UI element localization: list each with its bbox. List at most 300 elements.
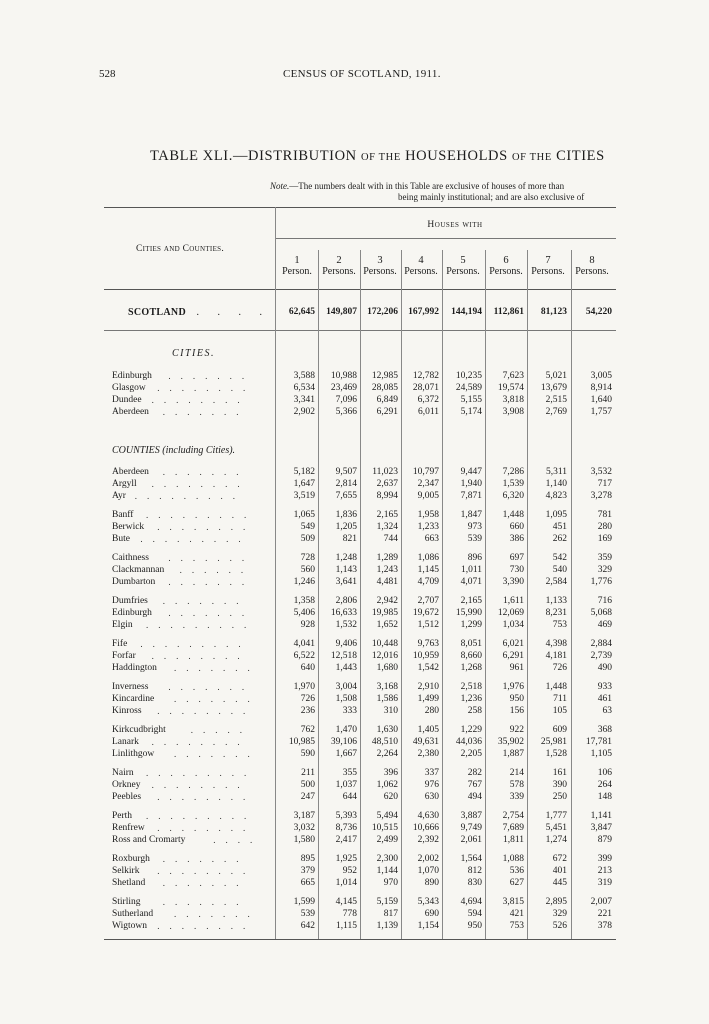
cell-col-3: 1,289 — [376, 553, 398, 563]
cell-col-8: 17,781 — [585, 737, 612, 747]
cell-col-8: 169 — [597, 534, 612, 544]
cell-col-2: 7,655 — [335, 491, 357, 501]
cell-col-2: 2,806 — [335, 596, 357, 606]
leader-dots: ....... — [162, 897, 249, 907]
row-name: Forfar — [112, 651, 136, 661]
cell-col-3: 1,680 — [376, 663, 398, 673]
column-label-3: Persons. — [363, 266, 397, 277]
cell-col-1: 3,341 — [293, 395, 315, 405]
cell-col-3: 2,165 — [376, 510, 398, 520]
cell-col-2: 12,518 — [330, 651, 357, 661]
cell-col-4: 690 — [424, 909, 439, 919]
leader-dots: ........ — [151, 395, 250, 405]
row-name: Dundee — [112, 395, 142, 405]
cell-col-4: 5,343 — [417, 897, 439, 907]
cell-col-4: 19,672 — [412, 608, 439, 618]
cell-col-7: 1,274 — [545, 835, 567, 845]
cell-col-8: 63 — [602, 706, 612, 716]
cell-col-3: 970 — [383, 878, 398, 888]
row-name: Glasgow — [112, 383, 146, 393]
cell-col-8: 368 — [597, 725, 612, 735]
cell-col-5: 9,749 — [460, 823, 482, 833]
cell-col-4: 2,707 — [417, 596, 439, 606]
cell-col-7: 81,123 — [540, 307, 567, 317]
cell-col-6: 753 — [509, 921, 524, 931]
cell-col-4: 1,086 — [417, 553, 439, 563]
cell-col-5: 9,447 — [460, 467, 482, 477]
row-name: Stirling — [112, 897, 141, 907]
row-name: Berwick — [112, 522, 145, 532]
cell-col-4: 2,392 — [417, 835, 439, 845]
cell-col-8: 148 — [597, 792, 612, 802]
cell-col-2: 3,004 — [335, 682, 357, 692]
cell-col-2: 3,641 — [335, 577, 357, 587]
cell-col-5: 4,694 — [460, 897, 482, 907]
cell-col-3: 1,139 — [376, 921, 398, 931]
cell-col-2: 149,807 — [326, 307, 357, 317]
cell-col-6: 961 — [509, 663, 524, 673]
row-name: Kinross — [112, 706, 142, 716]
cell-col-6: 12,069 — [497, 608, 524, 618]
cell-col-1: 3,032 — [293, 823, 315, 833]
counties-heading: COUNTIES (including Cities). — [112, 445, 236, 456]
cell-col-7: 2,769 — [545, 407, 567, 417]
cell-col-3: 1,144 — [376, 866, 398, 876]
cell-col-8: 3,532 — [590, 467, 612, 477]
cell-col-2: 5,366 — [335, 407, 357, 417]
cell-col-7: 672 — [552, 854, 567, 864]
cell-col-6: 7,286 — [502, 467, 524, 477]
cell-col-6: 7,689 — [502, 823, 524, 833]
row-name: Argyll — [112, 479, 137, 489]
leader-dots: ..... — [190, 725, 253, 735]
cell-col-7: 526 — [552, 921, 567, 931]
cell-col-7: 250 — [552, 792, 567, 802]
leader-dots: ........ — [157, 921, 256, 931]
column-number-1: 1 — [294, 255, 300, 266]
houses-with-header: Houses with — [427, 220, 483, 230]
cell-col-8: 461 — [597, 694, 612, 704]
cell-col-3: 5,494 — [376, 811, 398, 821]
cell-col-5: 812 — [467, 866, 482, 876]
cell-col-1: 1,970 — [293, 682, 315, 692]
cell-col-2: 1,470 — [335, 725, 357, 735]
row-name: Aberdeen — [112, 407, 149, 417]
cell-col-5: 1,236 — [460, 694, 482, 704]
cell-col-6: 421 — [509, 909, 524, 919]
scotland-name: SCOTLAND — [128, 307, 186, 318]
cell-col-6: 214 — [509, 768, 524, 778]
cell-col-6: 6,320 — [502, 491, 524, 501]
leader-dots: ....... — [168, 577, 255, 587]
cell-col-2: 644 — [342, 792, 357, 802]
table-bottom-rule — [104, 939, 616, 940]
cell-col-1: 726 — [300, 694, 315, 704]
cell-col-1: 10,985 — [288, 737, 315, 747]
cell-col-4: 2,002 — [417, 854, 439, 864]
cell-col-8: 329 — [597, 565, 612, 575]
cell-col-7: 5,311 — [545, 467, 567, 477]
leader-dots: ......... — [146, 620, 257, 630]
cell-col-8: 221 — [597, 909, 612, 919]
cell-col-3: 2,264 — [376, 749, 398, 759]
cell-col-5: 767 — [467, 780, 482, 790]
cell-col-5: 1,229 — [460, 725, 482, 735]
cell-col-2: 1,248 — [335, 553, 357, 563]
leader-dots: ...... — [179, 565, 254, 575]
column-number-3: 3 — [377, 255, 383, 266]
cell-col-4: 1,070 — [417, 866, 439, 876]
row-name: Inverness — [112, 682, 149, 692]
cell-col-8: 264 — [597, 780, 612, 790]
leader-dots: ........ — [151, 651, 250, 661]
note-line-1 — [270, 181, 564, 191]
cell-col-4: 1,405 — [417, 725, 439, 735]
row-name: Edinburgh — [112, 608, 152, 618]
cell-col-3: 12,016 — [371, 651, 398, 661]
cell-col-4: 663 — [424, 534, 439, 544]
column-label-4: Persons. — [404, 266, 438, 277]
cell-col-5: 1,268 — [460, 663, 482, 673]
cell-col-8: 359 — [597, 553, 612, 563]
cell-col-5: 10,235 — [455, 371, 482, 381]
row-name: Fife — [112, 639, 128, 649]
cell-col-7: 262 — [552, 534, 567, 544]
cell-col-5: 5,174 — [460, 407, 482, 417]
cell-col-2: 16,633 — [330, 608, 357, 618]
leader-dots: ....... — [174, 909, 260, 919]
cell-col-2: 1,532 — [335, 620, 357, 630]
row-name: Sutherland — [112, 909, 154, 919]
cell-col-2: 952 — [342, 866, 357, 876]
cell-col-3: 10,448 — [371, 639, 398, 649]
cell-col-2: 10,988 — [330, 371, 357, 381]
cell-col-6: 1,611 — [502, 596, 524, 606]
leader-dots: ....... — [168, 553, 255, 563]
row-name: Shetland — [112, 878, 146, 888]
cell-col-2: 9,406 — [335, 639, 357, 649]
cell-col-4: 9,005 — [417, 491, 439, 501]
cell-col-8: 781 — [597, 510, 612, 520]
leader-dots: ......... — [140, 534, 251, 544]
cell-col-7: 329 — [552, 909, 567, 919]
cell-col-2: 2,814 — [335, 479, 357, 489]
cell-col-5: 5,155 — [460, 395, 482, 405]
cell-col-8: 3,278 — [590, 491, 612, 501]
cell-col-4: 1,958 — [417, 510, 439, 520]
row-name: Banff — [112, 510, 134, 520]
cell-col-1: 3,187 — [293, 811, 315, 821]
cell-col-1: 6,534 — [293, 383, 315, 393]
leader-dots: ....... — [168, 682, 255, 692]
row-name: Ross and Cromarty — [112, 835, 186, 845]
cell-col-3: 1,324 — [376, 522, 398, 532]
row-name: Lanark — [112, 737, 139, 747]
cell-col-6: 627 — [509, 878, 524, 888]
cell-col-8: 319 — [597, 878, 612, 888]
cell-col-5: 8,660 — [460, 651, 482, 661]
cell-col-8: 280 — [597, 522, 612, 532]
row-name: Aberdeen — [112, 467, 149, 477]
cell-col-7: 105 — [552, 706, 567, 716]
cell-col-1: 1,246 — [293, 577, 315, 587]
cell-col-7: 451 — [552, 522, 567, 532]
row-name: Edinburgh — [112, 371, 152, 381]
column-number-2: 2 — [336, 255, 342, 266]
leader-dots: ....... — [168, 608, 255, 618]
cell-col-1: 5,182 — [293, 467, 315, 477]
cell-col-8: 469 — [597, 620, 612, 630]
cell-col-8: 3,847 — [590, 823, 612, 833]
column-number-4: 4 — [418, 255, 424, 266]
cell-col-7: 13,679 — [540, 383, 567, 393]
cell-col-8: 933 — [597, 682, 612, 692]
cell-col-6: 386 — [509, 534, 524, 544]
leader-dots: ....... — [162, 596, 249, 606]
cell-col-3: 6,849 — [376, 395, 398, 405]
cell-col-7: 1,448 — [545, 682, 567, 692]
cell-col-6: 6,291 — [502, 651, 524, 661]
cell-col-7: 5,021 — [545, 371, 567, 381]
leader-dots: ......... — [146, 510, 257, 520]
cell-col-8: 879 — [597, 835, 612, 845]
row-name: Renfrew — [112, 823, 145, 833]
cell-col-3: 2,300 — [376, 854, 398, 864]
column-label-2: Persons. — [322, 266, 356, 277]
leader-dots: ........ — [157, 866, 256, 876]
leader-dots: ........ — [151, 780, 250, 790]
cell-col-3: 817 — [383, 909, 398, 919]
row-name: Dumbarton — [112, 577, 156, 587]
cell-col-1: 549 — [300, 522, 315, 532]
cell-col-2: 333 — [342, 706, 357, 716]
cities-and-counties-header: Cities and Counties. — [136, 244, 225, 254]
leader-dots: ........ — [157, 383, 256, 393]
cell-col-5: 1,011 — [460, 565, 482, 575]
cell-col-3: 4,481 — [376, 577, 398, 587]
cell-col-3: 172,206 — [367, 307, 398, 317]
cell-col-5: 282 — [467, 768, 482, 778]
cell-col-1: 211 — [301, 768, 315, 778]
cell-col-8: 399 — [597, 854, 612, 864]
cell-col-2: 1,014 — [335, 878, 357, 888]
cell-col-5: 830 — [467, 878, 482, 888]
cell-col-7: 609 — [552, 725, 567, 735]
cell-col-8: 3,005 — [590, 371, 612, 381]
running-head: CENSUS OF SCOTLAND, 1911. — [283, 68, 441, 80]
cell-col-3: 2,942 — [376, 596, 398, 606]
cell-col-8: 54,220 — [585, 307, 612, 317]
cell-col-7: 726 — [552, 663, 567, 673]
cell-col-4: 1,233 — [417, 522, 439, 532]
leader-dots: ........ — [151, 737, 250, 747]
cell-col-7: 1,528 — [545, 749, 567, 759]
leader-dots: ........ — [157, 792, 256, 802]
cell-col-6: 922 — [509, 725, 524, 735]
cell-col-6: 950 — [509, 694, 524, 704]
cell-col-4: 28,071 — [412, 383, 439, 393]
cell-col-6: 339 — [509, 792, 524, 802]
cell-col-4: 12,782 — [412, 371, 439, 381]
cell-col-5: 2,061 — [460, 835, 482, 845]
cell-col-8: 2,007 — [590, 897, 612, 907]
cell-col-3: 12,985 — [371, 371, 398, 381]
row-name: Orkney — [112, 780, 141, 790]
cell-col-6: 3,815 — [502, 897, 524, 907]
cell-col-3: 6,291 — [376, 407, 398, 417]
column-label-5: Persons. — [446, 266, 480, 277]
leader-dots: ......... — [146, 811, 257, 821]
cell-col-1: 895 — [300, 854, 315, 864]
cell-col-8: 8,914 — [590, 383, 612, 393]
row-name: Wigtown — [112, 921, 147, 931]
cell-col-5: 2,518 — [460, 682, 482, 692]
title-part-3: CITIES — [551, 148, 605, 164]
cell-col-8: 1,141 — [590, 811, 612, 821]
cell-col-3: 1,062 — [376, 780, 398, 790]
cell-col-1: 2,902 — [293, 407, 315, 417]
cell-col-6: 1,034 — [502, 620, 524, 630]
cell-col-7: 5,451 — [545, 823, 567, 833]
cell-col-4: 1,512 — [417, 620, 439, 630]
cell-col-5: 44,036 — [455, 737, 482, 747]
row-name: Elgin — [112, 620, 133, 630]
cell-col-4: 280 — [424, 706, 439, 716]
cell-col-4: 2,347 — [417, 479, 439, 489]
column-number-5: 5 — [460, 255, 466, 266]
cell-col-4: 1,499 — [417, 694, 439, 704]
cell-col-5: 15,990 — [455, 608, 482, 618]
leader-dots: ....... — [174, 694, 260, 704]
cell-col-4: 4,630 — [417, 811, 439, 821]
cell-col-3: 744 — [383, 534, 398, 544]
cell-col-5: 494 — [467, 792, 482, 802]
cell-col-3: 10,515 — [371, 823, 398, 833]
cities-heading: CITIES. — [172, 348, 215, 359]
cell-col-8: 1,757 — [590, 407, 612, 417]
column-label-1: Person. — [282, 266, 312, 277]
cell-col-4: 10,959 — [412, 651, 439, 661]
title-of-2: OF THE — [511, 152, 552, 163]
cell-col-6: 1,811 — [502, 835, 524, 845]
page-number: 528 — [99, 68, 116, 80]
cell-col-7: 2,584 — [545, 577, 567, 587]
cell-col-3: 1,652 — [376, 620, 398, 630]
cell-col-4: 49,631 — [412, 737, 439, 747]
cell-col-3: 2,499 — [376, 835, 398, 845]
cell-col-3: 396 — [383, 768, 398, 778]
cell-col-4: 1,542 — [417, 663, 439, 673]
cell-col-6: 660 — [509, 522, 524, 532]
cell-col-6: 1,448 — [502, 510, 524, 520]
cell-col-5: 950 — [467, 921, 482, 931]
cell-col-8: 1,640 — [590, 395, 612, 405]
cell-col-3: 620 — [383, 792, 398, 802]
cell-col-8: 378 — [597, 921, 612, 931]
title-of-1: OF THE — [360, 152, 401, 163]
cell-col-1: 3,588 — [293, 371, 315, 381]
cell-col-2: 1,667 — [335, 749, 357, 759]
cell-col-1: 1,065 — [293, 510, 315, 520]
column-label-6: Persons. — [489, 266, 523, 277]
table-title — [150, 148, 605, 165]
cell-col-1: 236 — [300, 706, 315, 716]
note-line-2: being mainly institutional; and are also exclusive of — [398, 192, 585, 202]
cell-col-7: 445 — [552, 878, 567, 888]
row-name: Ayr — [112, 491, 126, 501]
cell-col-6: 578 — [509, 780, 524, 790]
cell-col-6: 3,818 — [502, 395, 524, 405]
leader-dots: ....... — [174, 749, 260, 759]
cell-col-8: 2,884 — [590, 639, 612, 649]
cell-col-1: 642 — [300, 921, 315, 931]
cell-col-6: 3,908 — [502, 407, 524, 417]
cell-col-2: 1,143 — [335, 565, 357, 575]
cell-col-3: 3,168 — [376, 682, 398, 692]
leader-dots: ........ — [151, 479, 250, 489]
cell-col-2: 9,507 — [335, 467, 357, 477]
cell-col-7: 2,895 — [545, 897, 567, 907]
cell-col-8: 717 — [597, 479, 612, 489]
cell-col-7: 4,181 — [545, 651, 567, 661]
note-text-1: —The numbers dealt with in this Table are exclusive of houses of more than — [289, 181, 565, 191]
leader-dots: ....... — [162, 854, 249, 864]
cell-col-4: 630 — [424, 792, 439, 802]
leader-dots: ........ — [157, 706, 256, 716]
cell-col-3: 1,586 — [376, 694, 398, 704]
cell-col-8: 5,068 — [590, 608, 612, 618]
cell-col-3: 19,985 — [371, 608, 398, 618]
cell-col-6: 112,861 — [493, 307, 524, 317]
cell-col-2: 821 — [342, 534, 357, 544]
leader-dots: ....... — [162, 467, 249, 477]
cell-col-7: 4,398 — [545, 639, 567, 649]
column-number-6: 6 — [503, 255, 509, 266]
cell-col-7: 1,777 — [545, 811, 567, 821]
cell-col-1: 1,599 — [293, 897, 315, 907]
cell-col-4: 1,145 — [417, 565, 439, 575]
cell-col-4: 6,372 — [417, 395, 439, 405]
cell-col-7: 390 — [552, 780, 567, 790]
row-name: Caithness — [112, 553, 149, 563]
cell-col-4: 2,910 — [417, 682, 439, 692]
cell-col-7: 4,823 — [545, 491, 567, 501]
row-name: Kirkcudbright — [112, 725, 166, 735]
cell-col-6: 697 — [509, 553, 524, 563]
row-name: Perth — [112, 811, 133, 821]
cell-col-1: 6,522 — [293, 651, 315, 661]
cell-col-4: 9,763 — [417, 639, 439, 649]
leader-dots: ......... — [146, 768, 257, 778]
cell-col-2: 1,115 — [335, 921, 357, 931]
cell-col-2: 7,096 — [335, 395, 357, 405]
column-number-7: 7 — [545, 255, 551, 266]
leader-dots: .... — [213, 835, 263, 845]
cell-col-1: 762 — [300, 725, 315, 735]
cell-col-1: 3,519 — [293, 491, 315, 501]
cell-col-7: 753 — [552, 620, 567, 630]
cell-col-8: 490 — [597, 663, 612, 673]
cell-col-2: 23,469 — [330, 383, 357, 393]
cell-col-2: 4,145 — [335, 897, 357, 907]
cell-col-3: 48,510 — [371, 737, 398, 747]
cell-col-2: 2,417 — [335, 835, 357, 845]
cell-col-7: 711 — [553, 694, 567, 704]
cell-col-5: 258 — [467, 706, 482, 716]
cell-col-2: 1,037 — [335, 780, 357, 790]
cell-col-8: 716 — [597, 596, 612, 606]
cell-col-6: 19,574 — [497, 383, 524, 393]
